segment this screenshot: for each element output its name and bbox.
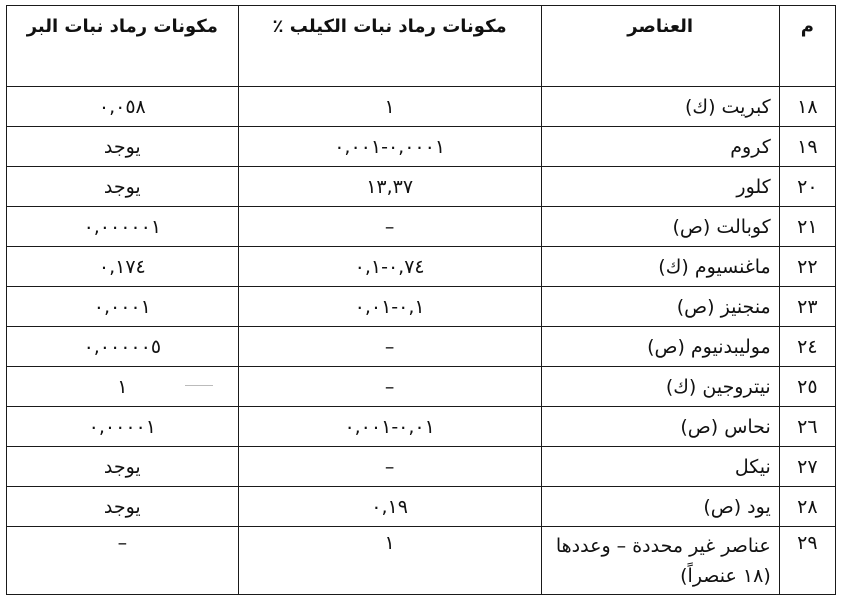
table-row [7, 327, 836, 367]
kelp-value: ١ [238, 527, 541, 595]
kelp-value: ١٣,٣٧ [238, 167, 541, 207]
element-name: ماغنسيوم (ك) [541, 247, 779, 287]
element-name: موليبدنيوم (ص) [541, 327, 779, 367]
elements-table [6, 5, 836, 595]
header-kelp-ash: مكونات رماد نبات الكيلب ٪ [238, 6, 541, 87]
element-name: نيتروجين (ك) [541, 367, 779, 407]
table-row [7, 207, 836, 247]
row-number: ٢٤ [779, 327, 835, 367]
kelp-value: – [238, 447, 541, 487]
table-row [7, 287, 836, 327]
kelp-value: ١ [238, 87, 541, 127]
row-number: ٢٠ [779, 167, 835, 207]
row-number: ٢١ [779, 207, 835, 247]
table-row [7, 87, 836, 127]
row-number: ٢٣ [779, 287, 835, 327]
kelp-value: – [238, 367, 541, 407]
table-row [7, 247, 836, 287]
row-number: ٢٩ [779, 527, 835, 595]
kelp-value: – [238, 207, 541, 247]
row-number: ٢٧ [779, 447, 835, 487]
header-elements: العناصر [541, 6, 779, 87]
kelp-value: ٠,١٩ [238, 487, 541, 527]
row-number: ٢٨ [779, 487, 835, 527]
table-row [7, 527, 836, 595]
element-name: نيكل [541, 447, 779, 487]
table-row [7, 407, 836, 447]
kelp-value: ٠,٠٠٠١-٠,٠٠١ [238, 127, 541, 167]
table-header-row [7, 6, 836, 87]
element-name: نحاس (ص) [541, 407, 779, 447]
kelp-value: ٠,٠١-٠,٠٠١ [238, 407, 541, 447]
table-row [7, 487, 836, 527]
row-number: ١٩ [779, 127, 835, 167]
table-row [7, 167, 836, 207]
land-value: يوجد [7, 127, 239, 167]
row-number: ٢٥ [779, 367, 835, 407]
scan-artifact-line [185, 385, 213, 386]
header-land-plant-ash: مكونات رماد نبات البر [7, 6, 239, 87]
row-number: ١٨ [779, 87, 835, 127]
element-name: كبريت (ك) [541, 87, 779, 127]
land-value: – [7, 527, 239, 595]
land-value: ٠,٠٠٠١ [7, 287, 239, 327]
land-value: ٠,٠٠٠٠٠١ [7, 207, 239, 247]
land-value: ٠,٠٠٠٠١ [7, 407, 239, 447]
element-name: يود (ص) [541, 487, 779, 527]
land-value: ٠,٠٠٠٠٠٥ [7, 327, 239, 367]
kelp-value: – [238, 327, 541, 367]
row-number: ٢٦ [779, 407, 835, 447]
land-value: ٠,٠٥٨ [7, 87, 239, 127]
land-value: يوجد [7, 487, 239, 527]
element-name: عناصر غير محددة – وعددها (١٨ عنصراً) [541, 527, 779, 595]
element-name: كوبالت (ص) [541, 207, 779, 247]
header-number: م [779, 6, 835, 87]
row-number: ٢٢ [779, 247, 835, 287]
table-row [7, 127, 836, 167]
land-value: ٠,١٧٤ [7, 247, 239, 287]
land-value: ١ [7, 367, 239, 407]
table-row [7, 447, 836, 487]
table-row [7, 367, 836, 407]
kelp-value: ٠,٧٤-٠,١ [238, 247, 541, 287]
element-name: منجنيز (ص) [541, 287, 779, 327]
land-value: يوجد [7, 167, 239, 207]
kelp-value: ٠,١-٠,٠١ [238, 287, 541, 327]
land-value: يوجد [7, 447, 239, 487]
element-name: كلور [541, 167, 779, 207]
element-name: كروم [541, 127, 779, 167]
